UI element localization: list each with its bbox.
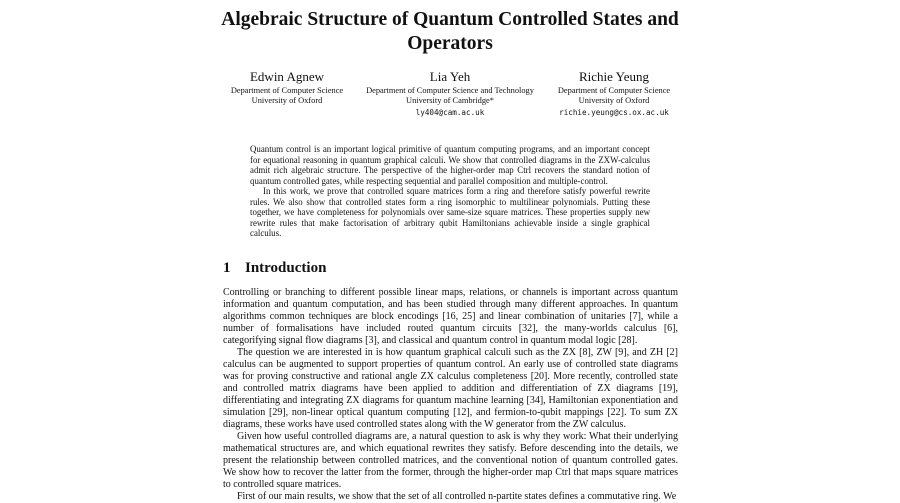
author-affiliation: Department of Computer Science xyxy=(230,86,344,95)
author-email[interactable]: ly404@cam.ac.uk xyxy=(415,108,485,118)
body-paragraph-4: First of our main results, we show that the set of all controlled n-partite states defines a commutative ring. We xyxy=(237,491,677,502)
section-heading xyxy=(223,258,326,278)
author-block-yeh xyxy=(355,68,545,117)
author-institution: University of Cambridge* xyxy=(406,95,494,105)
abstract-paragraph-2: In this work, we prove that controlled square matrices form a ring and therefore satisfy powerful rewrite rules. We also show that controlled states form a ring isomorphic to multilinear polynomials. Putting these together, we have completeness for polynomials over same-size square matrices. These properties supply new rewrite rules that make factorisation of arbitrary qubit Hamiltonians achievable inside a single graphical calculus. xyxy=(250,186,650,238)
section-title: Introduction xyxy=(245,260,327,276)
author-name: Edwin Agnew xyxy=(249,69,325,84)
body-paragraph-3: Given how useful controlled diagrams are, a natural question to ask is why they work: What their underlying mathematical structures are, and which equational rewrites they satisfy. Before descending into the details, we present the relationship between controlled matrices, and the conventional notion of quantum controlled gates. We show how to recover the latter from the former, through the higher-order map Ctrl that maps square matrices to controlled square matrices. xyxy=(223,431,678,490)
author-block-yeung xyxy=(548,68,680,117)
section-body xyxy=(223,287,678,503)
section-number: 1 xyxy=(223,260,231,276)
author-email[interactable]: richie.yeung@cs.ox.ac.uk xyxy=(559,108,669,118)
author-affiliation: Department of Computer Science and Technology xyxy=(366,86,534,95)
author-name: Richie Yeung xyxy=(578,69,650,84)
paper-title: Algebraic Structure of Quantum Controlled States and Operators xyxy=(221,9,679,54)
author-name: Lia Yeh xyxy=(429,69,471,84)
author-block-agnew xyxy=(222,68,352,105)
author-affiliation: Department of Computer Science xyxy=(557,86,671,95)
author-institution: University of Oxford xyxy=(251,95,323,105)
abstract xyxy=(250,144,650,239)
body-paragraph-1: Controlling or branching to different possible linear maps, relations, or channels is important across quantum information and quantum computation, and has been studied through many different approaches. In quantum algorithms common techniques are block encodings [16, 25] and linear combination of unitaries [7], while a number of formalisations have included routed quantum circuits [32], the many-worlds calculus [6], categorifying signal flow diagrams [3], and classical and quantum control in quantum modal logic [28]. xyxy=(223,287,678,346)
body-paragraph-2: The question we are interested in is how quantum graphical calculi such as the ZX [8], ZW [9], and ZH [2] calculus can be augmented to support properties of quantum control. An early use of controlled state diagrams was for proving constructive and rational angle ZX calculus completeness [20]. More recently, controlled state and controlled matrix diagrams have been applied to addition and differentiation of ZX diagrams [19], differentiating and integrating ZX diagrams for quantum machine learning [34], Hamiltonian exponentiation and simulation [29], non-linear optical quantum computing [12], and fermion-to-qubit mappings [22]. To sum ZX diagrams, these works have used controlled states along with the W generator from the ZW calculus. xyxy=(223,347,678,430)
abstract-paragraph-1: Quantum control is an important logical primitive of quantum computing programs, and an important concept for equational reasoning in quantum graphical calculi. We show that controlled diagrams in the ZXW-calculus admit rich algebraic structure. The perspective of the higher-order map Ctrl recovers the standard notion of quantum controlled gates, while respecting sequential and parallel composition and multiple-control. xyxy=(250,144,650,186)
author-institution: University of Oxford xyxy=(578,95,650,105)
